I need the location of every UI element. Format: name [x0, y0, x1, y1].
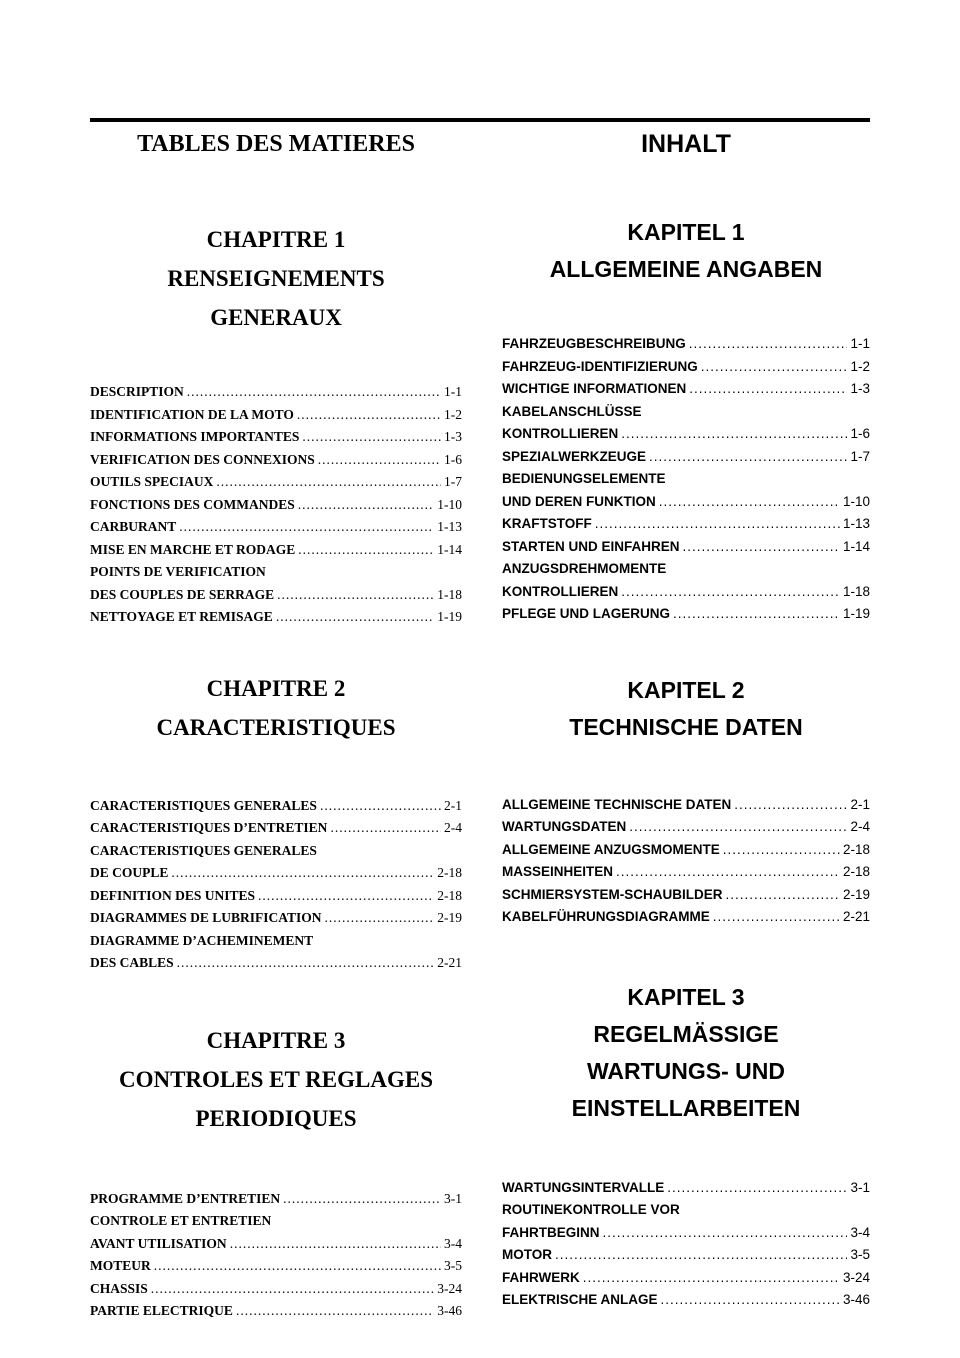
dot-leader — [277, 584, 434, 607]
toc-entry-line — [90, 1300, 462, 1323]
toc-entry — [502, 839, 870, 862]
toc-entry-page: 3-46 — [842, 1292, 870, 1307]
toc-entry-page: 1-18 — [437, 586, 462, 602]
toc-entry — [502, 378, 870, 401]
toc-entry-page: 3-46 — [437, 1303, 462, 1318]
toc-entry-line — [90, 1233, 462, 1256]
dot-leader — [171, 862, 434, 885]
toc-entry-line — [502, 1267, 870, 1290]
toc-entry-line — [90, 1188, 462, 1211]
toc-entry-label-line-1: ROUTINEKONTROLLE VOR — [502, 1202, 680, 1217]
dot-leader — [701, 356, 848, 379]
toc-entry-label: WARTUNGSINTERVALLE — [502, 1179, 665, 1195]
dot-leader — [555, 1244, 847, 1267]
toc-entry-page: 3-24 — [437, 1280, 462, 1296]
toc-entry-label: FAHRZEUGBESCHREIBUNG — [502, 336, 686, 351]
toc-entry-label: CARACTERISTIQUES D’ENTRETIEN — [90, 820, 328, 835]
dot-leader — [689, 333, 848, 356]
toc-entry — [90, 817, 462, 840]
dot-leader — [298, 494, 434, 517]
toc-entry-label: IDENTIFICATION DE LA MOTO — [90, 406, 294, 422]
toc-entry — [90, 381, 462, 404]
toc-entry-page: 1-19 — [437, 609, 462, 624]
toc-entry-line — [502, 378, 870, 401]
toc-entry-label: MISE EN MARCHE ET RODAGE — [90, 541, 296, 557]
toc-entry-page: 1-18 — [842, 583, 870, 599]
toc-entry — [502, 356, 870, 379]
toc-entry-line — [90, 606, 462, 629]
toc-entry-line — [90, 426, 462, 449]
toc-entry-page: 2-21 — [437, 955, 462, 970]
toc-entry-line — [90, 539, 462, 562]
dot-leader — [726, 884, 840, 907]
toc-entry-label-line-1: ANZUGSDREHMOMENTE — [502, 561, 667, 576]
chapter-heading-line: REGELMÄSSIGE — [593, 1020, 779, 1047]
toc-entry-label-line-1: CONTROLE ET ENTRETIEN — [90, 1213, 272, 1228]
french-chapter-2-heading — [90, 669, 462, 747]
toc-entry-line — [502, 816, 870, 839]
chapter-heading-line: EINSTELLARBEITEN — [571, 1094, 801, 1121]
toc-entry-label: KONTROLLIEREN — [502, 426, 619, 441]
dot-leader — [258, 885, 434, 908]
toc-entry — [90, 471, 462, 494]
dot-leader — [595, 513, 840, 536]
toc-entry — [502, 513, 870, 536]
toc-entry-line — [90, 795, 462, 818]
toc-entry-label-line-1: CARACTERISTIQUES GENERALES — [90, 842, 317, 858]
toc-entry-page: 2-4 — [850, 819, 870, 834]
toc-entry-line — [502, 906, 870, 929]
toc-entry-line — [90, 404, 462, 427]
toc-entry — [502, 333, 870, 356]
german-column — [502, 130, 870, 1312]
toc-entry-line — [502, 1244, 870, 1267]
toc-entry — [90, 795, 462, 818]
toc-entry-line — [90, 516, 462, 539]
french-column — [90, 130, 462, 1323]
toc-entry — [90, 1278, 462, 1301]
dot-leader — [154, 1255, 441, 1278]
toc-entry-label: DES CABLES — [90, 955, 174, 970]
german-chapter-2-heading — [502, 672, 870, 746]
toc-entry-line — [502, 536, 870, 559]
toc-entry-line — [90, 471, 462, 494]
dot-leader — [302, 426, 441, 449]
chapter-heading-line: CHAPITRE 2 — [206, 675, 346, 701]
toc-entry-page: 2-4 — [444, 820, 462, 835]
toc-entry — [502, 468, 870, 513]
french-chapter-3-list — [90, 1188, 462, 1323]
toc-entry — [502, 884, 870, 907]
dot-leader — [713, 906, 840, 929]
toc-entry-line — [502, 581, 870, 604]
toc-entry-line — [90, 1255, 462, 1278]
chapter-heading-line: KAPITEL 2 — [627, 676, 745, 703]
toc-entry-line — [90, 885, 462, 908]
toc-entry-page: 3-4 — [850, 1224, 870, 1240]
toc-entry-label: CARBURANT — [90, 519, 177, 534]
german-chapter-2-list — [502, 794, 870, 929]
toc-entry-page: 1-7 — [444, 474, 462, 489]
top-rule — [90, 118, 870, 122]
toc-entry-page: 1-3 — [444, 429, 462, 444]
toc-entry-label-line-1: DIAGRAMME D’ACHEMINEMENT — [90, 932, 314, 948]
toc-entry-line — [90, 862, 462, 885]
toc-entry-page: 3-1 — [444, 1190, 462, 1206]
toc-entry-label: PROGRAMME D’ENTRETIEN — [90, 1190, 281, 1206]
chapter-heading-line: KAPITEL 3 — [627, 983, 745, 1010]
toc-entry-page: 1-14 — [437, 541, 462, 557]
toc-entry-line — [502, 1177, 870, 1200]
toc-entry-page: 2-18 — [437, 865, 462, 880]
toc-entry-line — [90, 952, 462, 975]
toc-entry-page: 2-19 — [842, 886, 870, 902]
toc-entry-page: 3-24 — [842, 1269, 870, 1285]
chapter-heading-line: KAPITEL 1 — [627, 219, 745, 245]
toc-entry — [90, 561, 462, 606]
chapter-heading-line: ALLGEMEINE ANGABEN — [549, 256, 823, 282]
toc-entry — [90, 885, 462, 908]
toc-entry-page: 1-6 — [444, 451, 462, 467]
toc-entry-label: FONCTIONS DES COMMANDES — [90, 496, 295, 512]
french-chapter-1-heading — [90, 220, 462, 337]
toc-entry-page: 1-1 — [444, 384, 462, 399]
dot-leader — [177, 952, 435, 975]
dot-leader — [659, 491, 840, 514]
chapter-heading-line: CHAPITRE 1 — [206, 227, 346, 252]
dot-leader — [283, 1188, 441, 1211]
toc-entry — [502, 603, 870, 626]
toc-entry-line — [502, 603, 870, 626]
toc-entry-label: DE COUPLE — [90, 865, 169, 880]
dot-leader — [276, 606, 434, 629]
toc-entry-line — [90, 584, 462, 607]
toc-entry — [90, 494, 462, 517]
toc-entry-label: FAHRWERK — [502, 1269, 580, 1285]
toc-entry-line — [90, 381, 462, 404]
toc-entry-page: 3-5 — [850, 1247, 870, 1262]
toc-entry-line — [502, 839, 870, 862]
toc-entry-line — [90, 907, 462, 930]
chapter-heading-line: PERIODIQUES — [195, 1105, 357, 1131]
dot-leader — [325, 907, 435, 930]
toc-entry — [90, 606, 462, 629]
dot-leader — [667, 1177, 847, 1200]
toc-entry — [502, 446, 870, 469]
dot-leader — [187, 381, 441, 404]
dot-leader — [583, 1267, 840, 1290]
toc-entry-page: 1-10 — [437, 496, 462, 512]
toc-entry-line — [502, 1289, 870, 1312]
toc-entry-label: OUTILS SPECIAUX — [90, 474, 214, 489]
toc-entry-label: KONTROLLIEREN — [502, 583, 619, 599]
dot-leader — [230, 1233, 441, 1256]
dot-leader — [318, 449, 441, 472]
toc-entry — [90, 840, 462, 885]
toc-entry-label: DESCRIPTION — [90, 384, 184, 399]
chapter-heading-line: CARACTERISTIQUES — [156, 714, 396, 740]
toc-entry-line — [502, 884, 870, 907]
toc-entry-page: 2-18 — [437, 887, 462, 903]
toc-entry-label-line-1: POINTS DE VERIFICATION — [90, 564, 266, 579]
toc-entry-page: 2-18 — [842, 864, 870, 879]
toc-entry — [502, 1289, 870, 1312]
french-chapter-3-heading — [90, 1021, 462, 1138]
dot-leader — [298, 539, 434, 562]
toc-entry-line — [502, 356, 870, 379]
toc-entry-line — [502, 333, 870, 356]
dot-leader — [683, 536, 840, 559]
toc-entry-page: 1-3 — [850, 381, 870, 396]
dot-leader — [689, 378, 847, 401]
toc-entry-page: 2-19 — [437, 910, 462, 925]
toc-entry-line — [502, 513, 870, 536]
toc-entry-page: 2-18 — [842, 841, 870, 857]
toc-entry — [90, 1210, 462, 1255]
toc-entry-page: 1-14 — [842, 538, 870, 554]
toc-entry — [90, 516, 462, 539]
toc-entry — [502, 401, 870, 446]
toc-entry — [502, 906, 870, 929]
toc-entry-page: 1-2 — [850, 358, 870, 374]
french-title: TABLES DES MATIERES — [137, 131, 415, 157]
toc-entry-page: 1-19 — [842, 606, 870, 621]
toc-entry-page: 3-4 — [444, 1235, 462, 1251]
toc-entry-line — [502, 446, 870, 469]
dot-leader — [330, 817, 441, 840]
toc-entry-page: 1-6 — [850, 426, 870, 441]
toc-entry-label: STARTEN UND EINFAHREN — [502, 538, 680, 554]
toc-entry — [502, 558, 870, 603]
german-chapter-3-heading — [502, 979, 870, 1127]
toc-entry — [90, 907, 462, 930]
toc-entry-label: NETTOYAGE ET REMISAGE — [90, 609, 273, 624]
french-chapter-1-list — [90, 381, 462, 629]
toc-entry-line — [502, 423, 870, 446]
toc-entry-line — [90, 1278, 462, 1301]
french-chapter-2-list — [90, 795, 462, 975]
dot-leader — [151, 1278, 434, 1301]
dot-leader — [734, 794, 847, 817]
toc-entry-page: 3-5 — [444, 1258, 462, 1273]
toc-entry-page: 1-7 — [850, 448, 870, 464]
german-chapter-3-list — [502, 1177, 870, 1312]
toc-entry — [90, 539, 462, 562]
toc-entry-line — [90, 449, 462, 472]
toc-entry — [90, 404, 462, 427]
toc-entry-page: 1-1 — [850, 336, 870, 351]
german-chapter-1-heading — [502, 214, 870, 288]
toc-entry-label: MASSEINHEITEN — [502, 864, 614, 879]
toc-entry — [502, 1244, 870, 1267]
toc-entry-line — [502, 1222, 870, 1245]
dot-leader — [621, 423, 847, 446]
toc-entry-label: KRAFTSTOFF — [502, 516, 592, 531]
dot-leader — [297, 404, 441, 427]
toc-entry-line — [502, 861, 870, 884]
dot-leader — [629, 816, 847, 839]
toc-entry-label: CHASSIS — [90, 1280, 148, 1296]
dot-leader — [649, 446, 847, 469]
toc-entry-label: DIAGRAMMES DE LUBRIFICATION — [90, 910, 322, 925]
toc-entry — [502, 536, 870, 559]
toc-entry-label: DEFINITION DES UNITES — [90, 887, 256, 903]
dot-leader — [236, 1300, 434, 1323]
toc-entry — [502, 1267, 870, 1290]
toc-entry-label-line-1: KABELANSCHLÜSSE — [502, 403, 642, 419]
toc-entry-label: MOTEUR — [90, 1258, 151, 1273]
toc-entry-page: 1-10 — [842, 493, 870, 509]
chapter-heading-line: WARTUNGS- UND — [586, 1057, 786, 1084]
dot-leader — [216, 471, 441, 494]
toc-entry-line — [502, 491, 870, 514]
german-chapter-1-list — [502, 333, 870, 626]
toc-entry-label: PARTIE ELECTRIQUE — [90, 1303, 233, 1318]
toc-entry-label: ALLGEMEINE TECHNISCHE DATEN — [502, 796, 732, 812]
toc-entry-label: WARTUNGSDATEN — [502, 819, 627, 834]
toc-entry — [90, 1300, 462, 1323]
toc-entry-label: SCHMIERSYSTEM-SCHAUBILDER — [502, 886, 723, 902]
toc-entry-label: SPEZIALWERKZEUGE — [502, 448, 647, 464]
toc-entry-page: 1-13 — [437, 519, 462, 534]
toc-entry-label: AVANT UTILISATION — [90, 1235, 227, 1251]
toc-entry-label: UND DEREN FUNKTION — [502, 493, 656, 509]
toc-entry-page: 2-21 — [842, 909, 870, 924]
toc-entry-label: PFLEGE UND LAGERUNG — [502, 606, 671, 621]
toc-entry-line — [502, 794, 870, 817]
toc-entry — [502, 861, 870, 884]
toc-entry-line — [90, 817, 462, 840]
dot-leader — [603, 1222, 848, 1245]
chapter-heading-line: TECHNISCHE DATEN — [569, 713, 803, 740]
toc-entry — [502, 794, 870, 817]
toc-entry — [90, 1188, 462, 1211]
toc-entry-page: 2-1 — [444, 797, 462, 813]
toc-entry — [90, 1255, 462, 1278]
toc-entry-page: 2-1 — [850, 796, 870, 812]
toc-entry-label: MOTOR — [502, 1247, 552, 1262]
toc-entry-label: DES COUPLES DE SERRAGE — [90, 586, 275, 602]
chapter-heading-line: CONTROLES ET REGLAGES — [118, 1066, 433, 1092]
dot-leader — [723, 839, 840, 862]
dot-leader — [673, 603, 840, 626]
chapter-heading-line: GENERAUX — [210, 305, 342, 330]
toc-entry-page: 3-1 — [850, 1179, 870, 1195]
german-title: INHALT — [641, 130, 731, 158]
toc-entry — [502, 816, 870, 839]
toc-entry — [90, 426, 462, 449]
toc-entry — [502, 1177, 870, 1200]
toc-entry-label: WICHTIGE INFORMATIONEN — [502, 381, 687, 396]
toc-entry — [90, 449, 462, 472]
toc-entry-label: FAHRZEUG-IDENTIFIZIERUNG — [502, 358, 698, 374]
toc-entry-label: CARACTERISTIQUES GENERALES — [90, 797, 317, 813]
dot-leader — [320, 795, 441, 818]
toc-entry — [502, 1199, 870, 1244]
toc-entry-label: VERIFICATION DES CONNEXIONS — [90, 451, 315, 467]
dot-leader — [616, 861, 840, 884]
dot-leader — [179, 516, 434, 539]
chapter-heading-line: CHAPITRE 3 — [206, 1027, 346, 1053]
toc-entry — [90, 930, 462, 975]
toc-entry-label: FAHRTBEGINN — [502, 1224, 600, 1240]
dot-leader — [661, 1289, 840, 1312]
chapter-heading-line: RENSEIGNEMENTS — [167, 266, 385, 291]
toc-entry-label: ALLGEMEINE ANZUGSMOMENTE — [502, 841, 720, 857]
toc-entry-page: 1-2 — [444, 406, 462, 422]
toc-entry-page: 1-13 — [842, 516, 870, 531]
dot-leader — [621, 581, 840, 604]
toc-entry-label: ELEKTRISCHE ANLAGE — [502, 1292, 658, 1307]
toc-entry-label-line-1: BEDIENUNGSELEMENTE — [502, 471, 666, 486]
toc-entry-line — [90, 494, 462, 517]
toc-entry-label: INFORMATIONS IMPORTANTES — [90, 429, 300, 444]
toc-entry-label: KABELFÜHRUNGSDIAGRAMME — [502, 909, 710, 924]
